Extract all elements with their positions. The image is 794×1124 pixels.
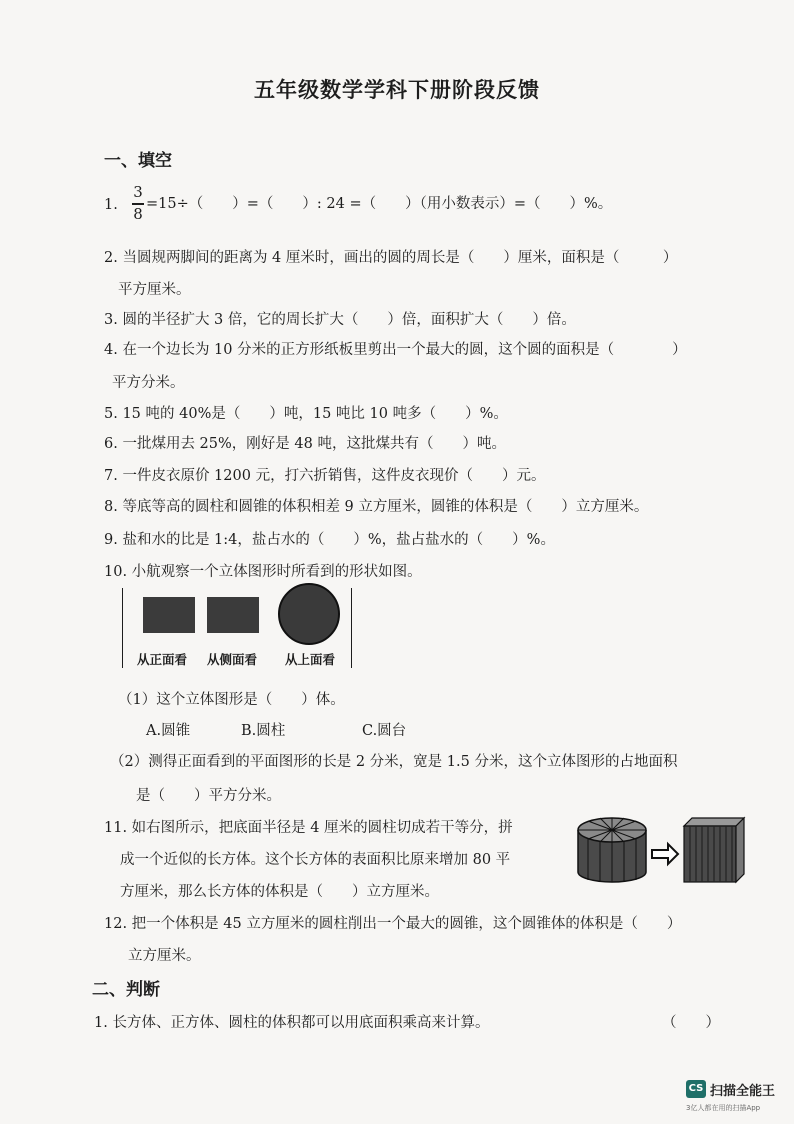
side-view-label: 从侧面看 — [207, 652, 258, 667]
q2-line2: 平方厘米。 — [118, 282, 191, 298]
q4-line1: 4. 在一个边长为 10 分米的正方形纸板里剪出一个最大的圆，这个圆的面积是（ ） — [104, 342, 687, 358]
side-view-rectangle — [207, 597, 259, 633]
q11-cylinder-figure — [572, 810, 750, 892]
q6-line1: 6. 一批煤用去 25%，刚好是 48 吨，这批煤共有（ ）吨。 — [104, 436, 506, 452]
q10-option-a: A.圆锥 — [146, 723, 191, 739]
q12-line1: 12. 把一个体积是 45 立方厘米的圆柱削出一个最大的圆锥，这个圆锥体的体积是（ ） — [104, 916, 682, 932]
q1-text: =15÷（ ）=（ ）: 24 =（ ）（用小数表示）=（ ）%。 — [146, 196, 613, 212]
q12-line2: 立方厘米。 — [128, 948, 201, 964]
q4-line2: 平方分米。 — [112, 375, 185, 391]
q3-line1: 3. 圆的半径扩大 3 倍，它的周长扩大（ ）倍，面积扩大（ ）倍。 — [104, 312, 576, 328]
q10-views-figure — [122, 588, 352, 668]
q11-line3: 方厘米，那么长方体的体积是（ ）立方厘米。 — [120, 884, 439, 900]
q10-option-b: B.圆柱 — [241, 723, 286, 739]
q10-option-c: C.圆台 — [362, 723, 407, 739]
scanner-tagline: 3亿人都在用的扫描App — [686, 1104, 761, 1112]
q2-line1: 2. 当圆规两脚间的距离为 4 厘米时，画出的圆的周长是（ ）厘米，面积是（ ） — [104, 250, 678, 266]
front-view-label: 从正面看 — [137, 652, 188, 667]
j1-text: 1. 长方体、正方体、圆柱的体积都可以用底面积乘高来计算。 — [94, 1015, 490, 1031]
section-judge-heading: 二、判断 — [92, 980, 160, 1000]
front-view-rectangle — [143, 597, 195, 633]
top-view-circle — [278, 583, 340, 645]
top-view-label: 从上面看 — [285, 652, 336, 667]
q1-fraction-denominator: 8 — [133, 205, 143, 223]
section-fill-heading: 一、填空 — [104, 151, 172, 171]
q9-line1: 9. 盐和水的比是 1:4，盐占水的（ ）%，盐占盐水的（ ）%。 — [104, 532, 555, 548]
q1-fraction-numerator: 3 — [133, 183, 143, 201]
q5-line1: 5. 15 吨的 40%是（ ）吨，15 吨比 10 吨多（ ）%。 — [104, 406, 508, 422]
q11-line1: 11. 如右图所示，把底面半径是 4 厘米的圆柱切成若干等分，拼 — [104, 820, 513, 836]
q10-sub2-line1: （2）测得正面看到的平面图形的长是 2 分米，宽是 1.5 分米，这个立体图形的占地面积 — [110, 754, 678, 770]
scanner-brand-name: 扫描全能王 — [710, 1084, 776, 1099]
q1-number: 1. — [104, 197, 118, 213]
cylinder-icon — [578, 818, 646, 882]
j1-bracket: （ ） — [662, 1015, 720, 1031]
q7-line1: 7. 一件皮衣原价 1200 元，打六折销售，这件皮衣现价（ ）元。 — [104, 468, 546, 484]
q10-sub2-line2: 是（ ）平方分米。 — [136, 788, 281, 804]
q10-sub1: （1）这个立体图形是（ ）体。 — [118, 692, 345, 708]
page-title: 五年级数学学科下册阶段反馈 — [254, 77, 540, 102]
q8-line1: 8. 等底等高的圆柱和圆锥的体积相差 9 立方厘米，圆锥的体积是（ ）立方厘米。 — [104, 499, 649, 515]
scanner-logo-icon: CS — [686, 1080, 706, 1098]
rectangular-prism-icon — [684, 818, 744, 882]
arrow-right-icon — [652, 844, 678, 864]
q11-line2: 成一个近似的长方体。这个长方体的表面积比原来增加 80 平 — [120, 852, 511, 868]
q10-line1: 10. 小航观察一个立体图形时所看到的形状如图。 — [104, 564, 422, 580]
